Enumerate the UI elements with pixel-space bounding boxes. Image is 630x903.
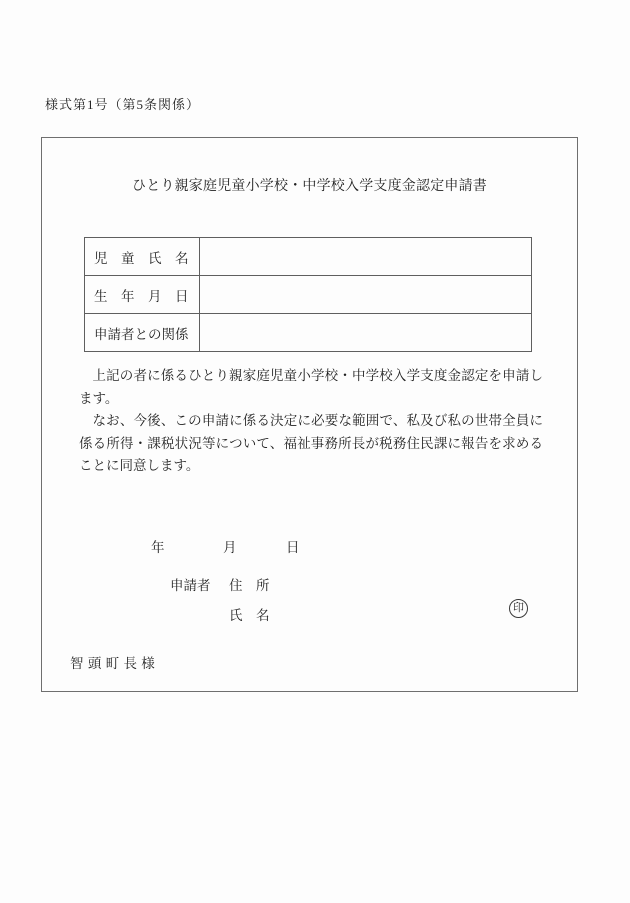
body-text: [79, 365, 543, 478]
birth-date-label: 生 年 月 日: [85, 276, 200, 314]
form-border-box: [41, 137, 578, 692]
address-label: 住 所: [229, 578, 270, 593]
month-label: 月: [223, 540, 237, 555]
child-name-value: [200, 238, 532, 276]
date-line: [42, 536, 577, 556]
table-row: [85, 238, 532, 276]
addressee-mayor: 智頭町長様: [70, 656, 160, 671]
day-label: 日: [286, 540, 300, 555]
year-label: 年: [151, 540, 165, 555]
birth-date-value: [200, 276, 532, 314]
applicant-address-line: [42, 574, 577, 594]
applicant-label: 申請者: [170, 578, 211, 593]
table-row: [85, 314, 532, 352]
form-number: 様式第1号（第5条関係）: [45, 97, 201, 112]
consent-statement: なお、今後、この申請に係る決定に必要な範囲で、私及び私の世帯全員に係る所得・課税状況等について、福祉事務所長が税務住民課に報告を求めることに同意します。: [79, 413, 543, 474]
relationship-value: [200, 314, 532, 352]
seal-mark-icon: 印: [509, 599, 528, 618]
name-label: 氏 名: [229, 608, 270, 623]
table-row: [85, 276, 532, 314]
child-name-label: 児 童 氏 名: [85, 238, 200, 276]
document-title: ひとり親家庭児童小学校・中学校入学支度金認定申請書: [132, 179, 487, 194]
child-info-table: [84, 237, 532, 352]
application-statement: 上記の者に係るひとり親家庭児童小学校・中学校入学支度金認定を申請します。: [79, 368, 543, 406]
relationship-label: 申請者との関係: [85, 314, 200, 352]
applicant-name-line: [42, 604, 577, 624]
